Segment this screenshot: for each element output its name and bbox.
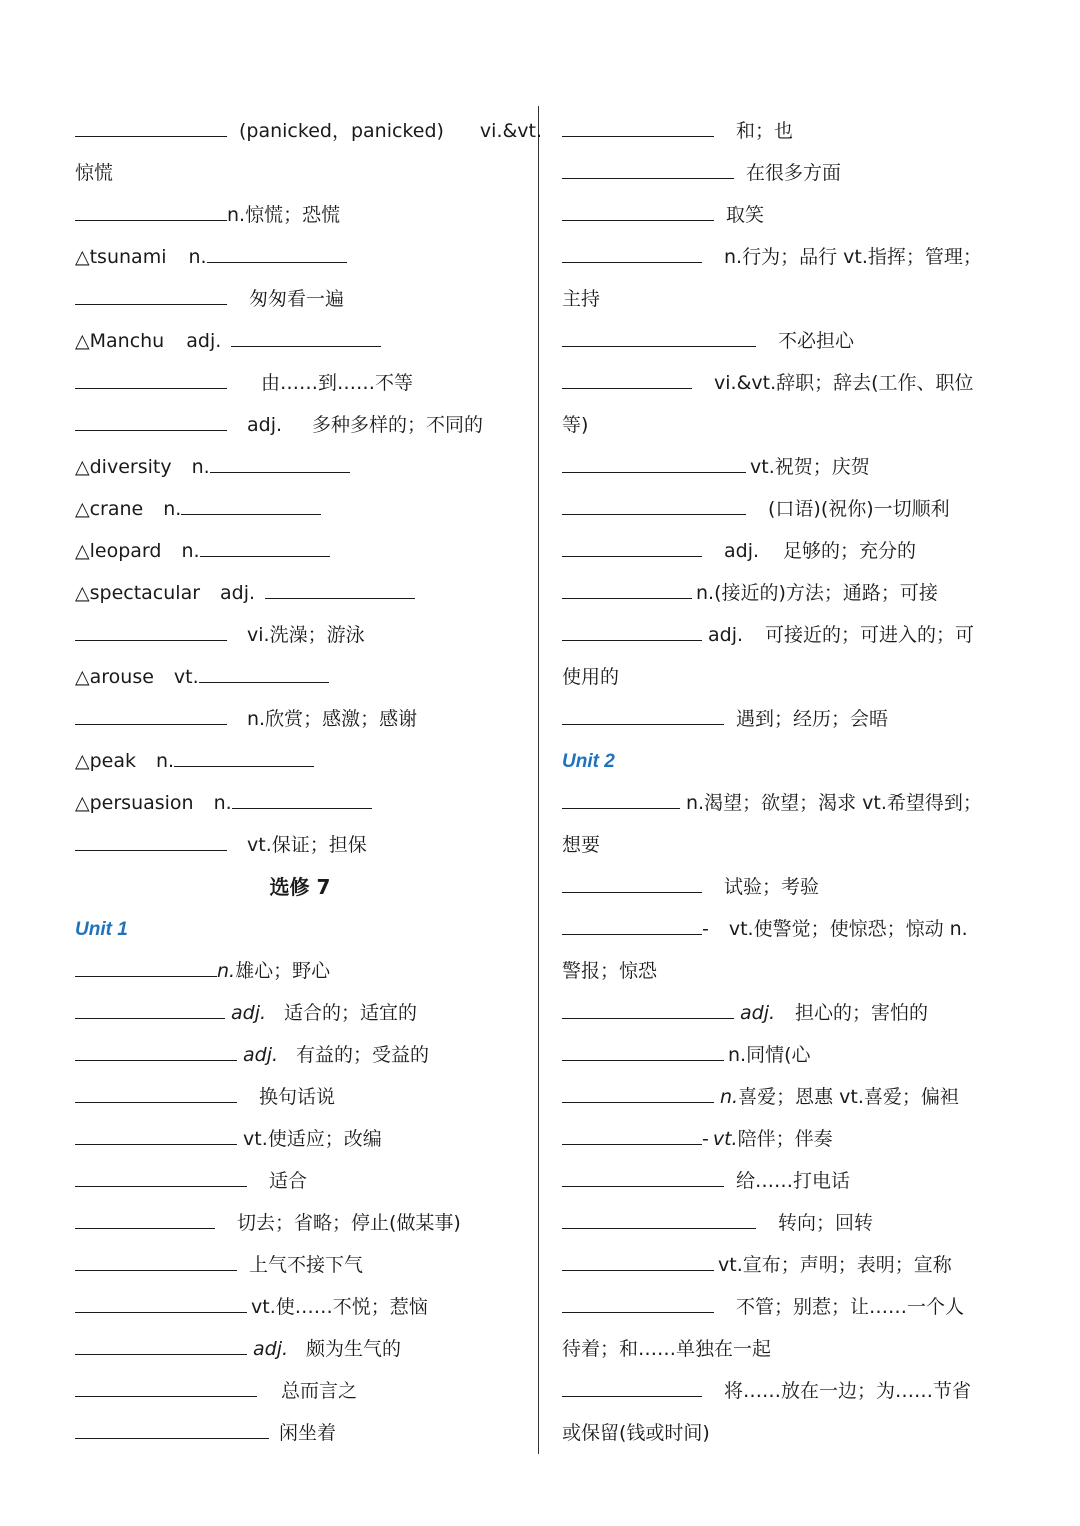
entry-text: 在很多方面: [746, 162, 842, 184]
entry-line: [75, 1118, 525, 1160]
answer-blank[interactable]: [75, 1250, 237, 1271]
entry-pos: adj.: [253, 1338, 289, 1360]
unit-heading-line: [75, 908, 525, 950]
entry-text: 喜爱；恩惠 vt.喜爱；偏袒: [738, 1086, 959, 1108]
entry-word: △spectacular: [75, 582, 201, 604]
entry-word: △arouse: [75, 666, 154, 688]
answer-blank[interactable]: [200, 536, 330, 557]
entry-line: [75, 614, 525, 656]
unit-heading-line: [562, 740, 1012, 782]
entry-text: vt.使警觉；使惊恐；惊动 n.: [728, 918, 968, 940]
entry-line: [562, 1202, 1012, 1244]
entry-text: n.欣赏；感激；感谢: [247, 708, 418, 730]
answer-blank[interactable]: [210, 452, 350, 473]
entry-line: [75, 1202, 525, 1244]
entry-line: [75, 1244, 525, 1286]
entry-line: [562, 320, 1012, 362]
answer-blank[interactable]: [75, 1208, 215, 1229]
entry-word: △persuasion: [75, 792, 194, 814]
answer-blank[interactable]: [75, 1418, 269, 1439]
entry-line: [75, 1286, 525, 1328]
entry-pos: adj.: [231, 1002, 267, 1024]
answer-blank[interactable]: [562, 1292, 714, 1313]
entry-line: [562, 236, 1012, 278]
entry-line: [75, 992, 525, 1034]
entry-text: 可接近的；可进入的；可: [765, 624, 975, 646]
entry-pos: vt.: [712, 1128, 738, 1150]
right-column: [562, 110, 1012, 1454]
entry-line: [75, 698, 525, 740]
entry-pos: adj.: [243, 1044, 279, 1066]
entry-text: vt.使适应；改编: [243, 1128, 382, 1150]
answer-blank[interactable]: [231, 326, 381, 347]
answer-blank[interactable]: [75, 620, 227, 641]
answer-blank[interactable]: [562, 704, 724, 725]
entry-text: vt.使……不悦；惹恼: [251, 1296, 428, 1318]
answer-blank[interactable]: [232, 788, 372, 809]
entry-text: 由……到……不等: [261, 372, 414, 394]
answer-blank[interactable]: [75, 956, 217, 977]
entry-text: 上气不接下气: [249, 1254, 364, 1276]
answer-blank[interactable]: [562, 326, 756, 347]
entry-text: 给……打电话: [736, 1170, 851, 1192]
entry-text: vt.祝贺；庆贺: [750, 456, 870, 478]
entry-line: [75, 1328, 525, 1370]
entry-text: 不必担心: [778, 330, 855, 352]
entry-line: [562, 866, 1012, 908]
entry-text: 有益的；受益的: [296, 1044, 430, 1066]
entry-text: 等): [562, 414, 589, 436]
entry-line: [75, 824, 525, 866]
entry-pos: n.: [720, 1086, 739, 1108]
entry-line: [75, 1076, 525, 1118]
entry-line: [75, 320, 525, 362]
answer-blank[interactable]: [562, 494, 746, 515]
entry-line: [75, 110, 543, 152]
entry-line: [562, 446, 1012, 488]
entry-line: [562, 908, 1012, 950]
entry-line: [75, 572, 525, 614]
entry-line: [562, 530, 1012, 572]
answer-blank[interactable]: [75, 1292, 247, 1313]
answer-blank[interactable]: [75, 1376, 257, 1397]
entry-line: [562, 1034, 1012, 1076]
answer-blank[interactable]: [562, 368, 692, 389]
entry-line: [75, 1412, 525, 1454]
entry-text: 主持: [562, 288, 601, 310]
entry-line: [562, 1412, 1012, 1454]
answer-blank[interactable]: [562, 620, 702, 641]
entry-text: vi.&vt.辞职；辞去(工作、职位: [714, 372, 974, 394]
entry-text: (口语)(祝你)一切顺利: [768, 498, 950, 520]
answer-blank[interactable]: [174, 746, 314, 767]
entry-text: n.行为；品行 vt.指挥；管理；: [724, 246, 982, 268]
entry-line: [562, 488, 1012, 530]
answer-blank[interactable]: [562, 872, 702, 893]
entry-text: 匆匆看一遍: [249, 288, 345, 310]
entry-text: vi.洗澡；游泳: [247, 624, 365, 646]
entry-line: [562, 1286, 1012, 1328]
answer-blank[interactable]: [562, 998, 734, 1019]
entry-word: △diversity: [75, 456, 172, 478]
answer-blank[interactable]: [75, 116, 227, 137]
entry-text: 闲坐着: [279, 1422, 337, 1444]
entry-text: 惊慌: [75, 162, 114, 184]
entry-pos: n.: [163, 498, 182, 520]
entry-line: [562, 992, 1012, 1034]
answer-blank[interactable]: [75, 368, 227, 389]
answer-blank[interactable]: [562, 1250, 714, 1271]
answer-blank[interactable]: [75, 1166, 247, 1187]
entry-pos: vt.: [173, 666, 199, 688]
answer-blank[interactable]: [75, 284, 227, 305]
answer-blank[interactable]: [562, 452, 746, 473]
entry-line: [75, 404, 525, 446]
entry-text: 换句话说: [259, 1086, 336, 1108]
entry-line: [562, 194, 1012, 236]
entry-line: [75, 1160, 525, 1202]
answer-blank[interactable]: [75, 830, 227, 851]
answer-blank[interactable]: [75, 410, 227, 431]
entry-text: 试验；考验: [724, 876, 820, 898]
entry-text: 切去；省略；停止(做某事): [237, 1212, 461, 1234]
entry-pos: n.: [191, 456, 210, 478]
entry-text: 遇到；经历；会晤: [736, 708, 889, 730]
entry-pos: adj.: [708, 624, 744, 646]
answer-blank[interactable]: [562, 158, 734, 179]
entry-line: [562, 782, 1012, 824]
entry-text: n.(接近的)方法；通路；可接: [696, 582, 938, 604]
entry-line: [562, 1370, 1012, 1412]
entry-pos: n.: [156, 750, 175, 772]
entry-line: [75, 446, 525, 488]
entry-line: [562, 362, 1012, 404]
entry-line: [75, 740, 525, 782]
answer-blank[interactable]: [75, 1082, 237, 1103]
answer-blank[interactable]: [181, 494, 321, 515]
answer-blank[interactable]: [199, 662, 329, 683]
entry-line: [562, 950, 1012, 992]
entry-line: [562, 1118, 1012, 1160]
entry-text: 警报；惊恐: [562, 960, 658, 982]
entry-text: 不管；别惹；让……一个人: [736, 1296, 965, 1318]
entry-line: [562, 278, 1012, 320]
entry-line: [75, 530, 525, 572]
answer-blank[interactable]: [75, 1124, 237, 1145]
entry-line: [75, 278, 525, 320]
answer-blank[interactable]: [562, 1040, 724, 1061]
entry-pos: n.: [188, 246, 207, 268]
answer-blank[interactable]: [265, 578, 415, 599]
entry-line: [75, 656, 525, 698]
entry-text: 适合的；适宜的: [284, 1002, 418, 1024]
entry-pos: adj.: [740, 1002, 776, 1024]
entry-line: [562, 404, 1012, 446]
entry-text: 雄心；野心: [235, 960, 331, 982]
entry-text: 取笑: [726, 204, 765, 226]
entry-text: 足够的；充分的: [783, 540, 917, 562]
entry-dash: -: [702, 1128, 709, 1150]
entry-line: [562, 1328, 1012, 1370]
entry-line: [562, 698, 1012, 740]
entry-text: 适合: [269, 1170, 308, 1192]
answer-blank[interactable]: [75, 998, 225, 1019]
entry-line: [562, 572, 1012, 614]
entry-text: 总而言之: [281, 1380, 358, 1402]
section-title: 选修 7: [269, 875, 331, 899]
answer-blank[interactable]: [562, 1166, 724, 1187]
entry-text: 将……放在一边；为……节省: [724, 1380, 972, 1402]
answer-blank[interactable]: [562, 536, 702, 557]
entry-text: 陪伴；伴奏: [737, 1128, 833, 1150]
entry-word: △crane: [75, 498, 144, 520]
entry-dash: -: [702, 918, 709, 940]
unit-heading: Unit 1: [75, 919, 128, 940]
entry-line: [562, 110, 1012, 152]
entry-word: △peak: [75, 750, 137, 772]
answer-blank[interactable]: [562, 1376, 702, 1397]
entry-line: [75, 1370, 525, 1412]
answer-blank[interactable]: [562, 1082, 714, 1103]
entry-pos: adj.: [220, 582, 256, 604]
answer-blank[interactable]: [562, 788, 680, 809]
answer-blank[interactable]: [562, 116, 714, 137]
answer-blank[interactable]: [562, 200, 714, 221]
entry-text: 想要: [562, 834, 601, 856]
entry-line: [75, 362, 525, 404]
entry-pos: adj.: [247, 414, 283, 436]
entry-line: [75, 488, 525, 530]
answer-blank[interactable]: [562, 578, 692, 599]
entry-line: [562, 614, 1012, 656]
entry-line: [562, 152, 1012, 194]
entry-text: 担心的；害怕的: [795, 1002, 929, 1024]
answer-blank[interactable]: [562, 914, 702, 935]
answer-blank[interactable]: [75, 1040, 237, 1061]
entry-pos: adj.: [186, 330, 222, 352]
answer-blank[interactable]: [75, 200, 227, 221]
entry-text: 或保留(钱或时间): [562, 1422, 710, 1444]
entry-word: △leopard: [75, 540, 162, 562]
entry-line: [562, 1244, 1012, 1286]
entry-pos: n.: [217, 960, 236, 982]
entry-text: 和；也: [736, 120, 794, 142]
entry-pos: n.: [181, 540, 200, 562]
entry-line: [75, 950, 525, 992]
entry-line: [562, 1076, 1012, 1118]
entry-text: (panicked，panicked): [239, 120, 444, 142]
entry-text: n.同情(心: [728, 1044, 811, 1066]
entry-text: vt.宣布；声明；表明；宣称: [718, 1254, 952, 1276]
entry-line: [562, 824, 1012, 866]
entry-text: n.渴望；欲望；渴求 vt.希望得到；: [686, 792, 982, 814]
entry-text: n.惊慌；恐慌: [227, 204, 341, 226]
unit-heading: Unit 2: [562, 751, 615, 772]
entry-line: [75, 782, 525, 824]
entry-text: 使用的: [562, 666, 620, 688]
entry-text: 颇为生气的: [306, 1338, 402, 1360]
entry-word: △tsunami: [75, 246, 167, 268]
entry-line: [562, 656, 1012, 698]
entry-text: 转向；回转: [778, 1212, 874, 1234]
entry-line: [75, 1034, 525, 1076]
answer-blank[interactable]: [562, 1124, 702, 1145]
column-divider: [538, 106, 539, 1454]
entry-line: [75, 194, 525, 236]
left-column: [75, 110, 543, 1454]
answer-blank[interactable]: [562, 1208, 756, 1229]
entry-text: vt.保证；担保: [247, 834, 367, 856]
entry-pos: vi.&vt.: [479, 120, 543, 142]
entry-line: [75, 152, 525, 194]
entry-text: 待着；和……单独在一起: [562, 1338, 772, 1360]
entry-word: △Manchu: [75, 330, 165, 352]
entry-pos: adj.: [724, 540, 760, 562]
answer-blank[interactable]: [207, 242, 347, 263]
answer-blank[interactable]: [562, 242, 702, 263]
entry-pos: n.: [213, 792, 232, 814]
entry-text: 多种多样的；不同的: [312, 414, 484, 436]
answer-blank[interactable]: [75, 704, 227, 725]
answer-blank[interactable]: [75, 1334, 247, 1355]
entry-line: [75, 236, 525, 278]
entry-line: [562, 1160, 1012, 1202]
